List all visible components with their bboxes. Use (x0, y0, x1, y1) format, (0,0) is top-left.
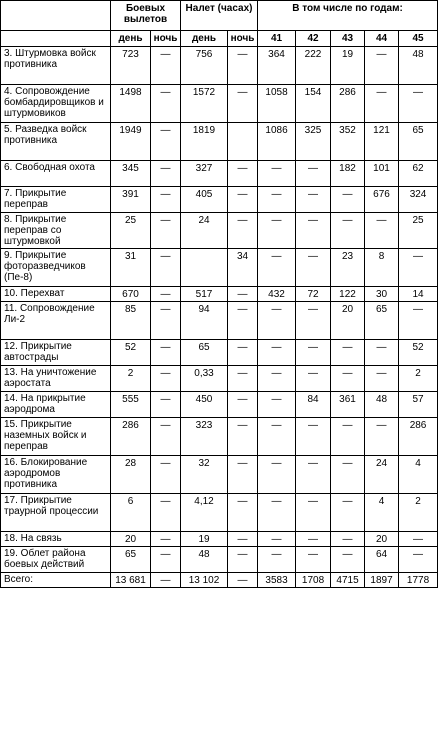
row-cell: 28 (111, 456, 151, 494)
row-cell: — (151, 366, 181, 392)
row-cell: 14 (399, 287, 438, 302)
row-label: 18. На связь (1, 532, 111, 547)
row-label: 6. Свободная охота (1, 161, 111, 187)
row-cell: 31 (111, 249, 151, 287)
row-cell: 57 (399, 392, 438, 418)
row-cell: 182 (331, 161, 365, 187)
row-label: 13. На уничтожение аэростата (1, 366, 111, 392)
row-cell: 323 (181, 418, 228, 456)
total-cell: 1778 (399, 573, 438, 588)
row-cell: — (258, 302, 296, 340)
row-cell: — (331, 456, 365, 494)
row-cell: — (399, 302, 438, 340)
row-cell: 25 (399, 213, 438, 249)
table-row (1, 123, 438, 161)
row-cell: 325 (296, 123, 331, 161)
table-row (1, 249, 438, 287)
row-cell: 19 (181, 532, 228, 547)
row-cell: 65 (399, 123, 438, 161)
total-cell: 1708 (296, 573, 331, 588)
row-cell: 65 (111, 547, 151, 573)
row-cell: 517 (181, 287, 228, 302)
row-cell: 723 (111, 47, 151, 85)
total-row (1, 573, 438, 588)
row-cell: 48 (365, 392, 399, 418)
row-cell: 670 (111, 287, 151, 302)
row-cell: — (228, 213, 258, 249)
row-cell: 286 (399, 418, 438, 456)
row-cell: 327 (181, 161, 228, 187)
row-cell: — (258, 187, 296, 213)
year-header: 42 (296, 31, 331, 47)
row-cell: — (258, 161, 296, 187)
row-cell: — (151, 187, 181, 213)
row-cell: 20 (331, 302, 365, 340)
row-cell: — (228, 287, 258, 302)
row-label: 3. Штурмовка войск противника (1, 47, 111, 85)
row-cell: — (151, 418, 181, 456)
table-body (1, 47, 438, 573)
table-row (1, 340, 438, 366)
table-row (1, 547, 438, 573)
row-cell: 432 (258, 287, 296, 302)
row-cell: 2 (111, 366, 151, 392)
row-cell: 4 (399, 456, 438, 494)
row-cell (181, 249, 228, 287)
row-cell: 24 (181, 213, 228, 249)
row-cell: — (258, 366, 296, 392)
row-cell: 1058 (258, 85, 296, 123)
table-row (1, 366, 438, 392)
row-cell: — (151, 123, 181, 161)
label-column-subheader (1, 31, 111, 47)
row-cell: — (228, 85, 258, 123)
row-cell: 676 (365, 187, 399, 213)
row-cell: — (296, 532, 331, 547)
row-cell: 2 (399, 494, 438, 532)
row-cell: 154 (296, 85, 331, 123)
row-cell: — (399, 249, 438, 287)
row-cell: — (258, 392, 296, 418)
row-label: 4. Сопровождение бомбардировщиков и штурмовиков (1, 85, 111, 123)
total-cell: 4715 (331, 573, 365, 588)
row-cell: 30 (365, 287, 399, 302)
row-cell: — (151, 161, 181, 187)
row-cell: 121 (365, 123, 399, 161)
hours-day-header: день (181, 31, 228, 47)
row-cell: 405 (181, 187, 228, 213)
row-cell: — (258, 547, 296, 573)
table-row (1, 532, 438, 547)
row-cell: 72 (296, 287, 331, 302)
row-label: 16. Блокирование аэродромов противника (1, 456, 111, 494)
year-header: 41 (258, 31, 296, 47)
row-cell: — (365, 47, 399, 85)
row-cell: — (258, 340, 296, 366)
row-label: 11. Сопровождение Ли-2 (1, 302, 111, 340)
row-cell: 450 (181, 392, 228, 418)
row-cell: 52 (111, 340, 151, 366)
row-label: 7. Прикрытие переправ (1, 187, 111, 213)
row-cell: 286 (331, 85, 365, 123)
row-cell: — (331, 213, 365, 249)
row-cell: — (296, 456, 331, 494)
row-cell: — (258, 456, 296, 494)
row-cell: 85 (111, 302, 151, 340)
row-cell: 84 (296, 392, 331, 418)
row-cell: — (228, 532, 258, 547)
row-cell: — (296, 340, 331, 366)
table-row (1, 213, 438, 249)
total-cell: 13 681 (111, 573, 151, 588)
row-label: 15. Прикрытие наземных войск и переправ (1, 418, 111, 456)
year-header: 45 (399, 31, 438, 47)
row-cell: — (151, 213, 181, 249)
row-cell: — (151, 287, 181, 302)
row-cell: — (399, 547, 438, 573)
row-cell (228, 123, 258, 161)
row-cell: 364 (258, 47, 296, 85)
row-cell: 34 (228, 249, 258, 287)
row-cell: — (296, 161, 331, 187)
table-row (1, 47, 438, 85)
row-cell: — (331, 187, 365, 213)
row-cell: 65 (365, 302, 399, 340)
label-column-header (1, 1, 111, 31)
row-label: 12. Прикрытие автострады (1, 340, 111, 366)
row-cell: 345 (111, 161, 151, 187)
row-cell: — (258, 213, 296, 249)
row-cell: — (331, 494, 365, 532)
row-cell: — (228, 340, 258, 366)
table-row (1, 302, 438, 340)
table-row (1, 418, 438, 456)
row-cell: — (296, 418, 331, 456)
sorties-day-header: день (111, 31, 151, 47)
row-cell: — (151, 547, 181, 573)
total-cell: 1897 (365, 573, 399, 588)
row-cell: — (331, 532, 365, 547)
flight-hours-header: Налет (часах) (181, 1, 258, 31)
row-cell: — (151, 249, 181, 287)
row-cell: — (258, 249, 296, 287)
row-cell: 32 (181, 456, 228, 494)
row-cell: — (151, 85, 181, 123)
row-cell: 62 (399, 161, 438, 187)
row-cell: 1498 (111, 85, 151, 123)
row-cell: 52 (399, 340, 438, 366)
row-cell: 1086 (258, 123, 296, 161)
row-cell: — (331, 547, 365, 573)
row-cell: 19 (331, 47, 365, 85)
year-header: 43 (331, 31, 365, 47)
row-cell: — (228, 547, 258, 573)
total-cell: 13 102 (181, 573, 228, 588)
row-cell: 65 (181, 340, 228, 366)
row-cell: 352 (331, 123, 365, 161)
row-cell: 20 (365, 532, 399, 547)
row-cell: 48 (181, 547, 228, 573)
row-cell: — (296, 187, 331, 213)
row-cell: 8 (365, 249, 399, 287)
year-header: 44 (365, 31, 399, 47)
row-cell: — (331, 418, 365, 456)
row-cell: — (399, 532, 438, 547)
table-row (1, 287, 438, 302)
row-label: 17. Прикрытие траурной процессии (1, 494, 111, 532)
row-cell: 1949 (111, 123, 151, 161)
row-label: 8. Прикрытие переправ со штурмовкой (1, 213, 111, 249)
row-cell: — (151, 302, 181, 340)
row-cell: — (331, 366, 365, 392)
row-label: 9. Прикрытие фоторазведчиков (Пе-8) (1, 249, 111, 287)
row-cell: 1572 (181, 85, 228, 123)
row-cell: 361 (331, 392, 365, 418)
row-cell: — (228, 302, 258, 340)
table-row (1, 392, 438, 418)
row-cell: — (228, 418, 258, 456)
row-cell: — (399, 85, 438, 123)
row-cell: — (151, 392, 181, 418)
row-cell: — (151, 532, 181, 547)
row-cell: — (258, 532, 296, 547)
row-cell: 48 (399, 47, 438, 85)
row-cell: 6 (111, 494, 151, 532)
table-row (1, 85, 438, 123)
row-cell: 324 (399, 187, 438, 213)
row-cell: — (296, 494, 331, 532)
row-cell: — (365, 85, 399, 123)
total-cell: — (228, 573, 258, 588)
row-cell: — (258, 418, 296, 456)
total-label: Всего: (1, 573, 111, 588)
total-cell: — (151, 573, 181, 588)
row-cell: — (365, 418, 399, 456)
row-cell: — (228, 494, 258, 532)
row-cell: — (365, 340, 399, 366)
row-label: 19. Облет района боевых действий (1, 547, 111, 573)
hours-night-header: ночь (228, 31, 258, 47)
row-cell: 101 (365, 161, 399, 187)
row-cell: — (151, 494, 181, 532)
row-cell: — (151, 47, 181, 85)
row-cell: 122 (331, 287, 365, 302)
table-row (1, 494, 438, 532)
row-cell: 756 (181, 47, 228, 85)
table-row (1, 187, 438, 213)
row-cell: — (228, 187, 258, 213)
row-cell: — (365, 213, 399, 249)
table-row (1, 161, 438, 187)
row-cell: — (151, 456, 181, 494)
row-cell: — (365, 366, 399, 392)
row-cell: — (296, 249, 331, 287)
row-cell: — (296, 302, 331, 340)
row-cell: — (228, 392, 258, 418)
row-cell: 23 (331, 249, 365, 287)
row-cell: — (258, 494, 296, 532)
row-cell: — (296, 366, 331, 392)
row-cell: 94 (181, 302, 228, 340)
row-cell: — (228, 161, 258, 187)
row-cell: 286 (111, 418, 151, 456)
row-label: 10. Перехват (1, 287, 111, 302)
sorties-header: Боевых вылетов (111, 1, 181, 31)
row-cell: 25 (111, 213, 151, 249)
row-cell: 0,33 (181, 366, 228, 392)
row-label: 14. На прикрытие аэродрома (1, 392, 111, 418)
row-cell: — (331, 340, 365, 366)
row-cell: 2 (399, 366, 438, 392)
total-cell: 3583 (258, 573, 296, 588)
row-label: 5. Разведка войск противника (1, 123, 111, 161)
table-row (1, 456, 438, 494)
row-cell: 222 (296, 47, 331, 85)
row-cell: — (296, 547, 331, 573)
row-cell: 4,12 (181, 494, 228, 532)
row-cell: — (228, 366, 258, 392)
row-cell: — (151, 340, 181, 366)
row-cell: 64 (365, 547, 399, 573)
row-cell: 391 (111, 187, 151, 213)
row-cell: 20 (111, 532, 151, 547)
row-cell: 1819 (181, 123, 228, 161)
row-cell: — (228, 456, 258, 494)
row-cell: 4 (365, 494, 399, 532)
row-cell: — (296, 213, 331, 249)
by-years-header: В том числе по годам: (258, 1, 438, 31)
row-cell: 24 (365, 456, 399, 494)
sorties-night-header: ночь (151, 31, 181, 47)
row-cell: 555 (111, 392, 151, 418)
row-cell: — (228, 47, 258, 85)
